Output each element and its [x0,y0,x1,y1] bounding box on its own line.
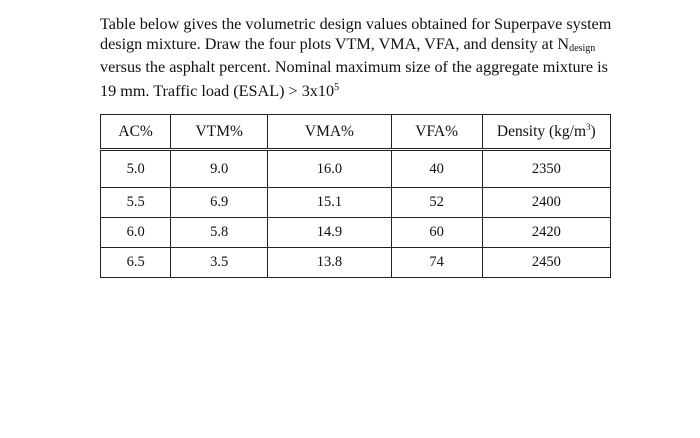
problem-line-4 [100,78,648,102]
header-density-text: Density (kg/m [496,123,587,140]
cell-vma: 16.0 [268,150,391,188]
cell-vma: 13.8 [268,248,391,278]
design-subscript: design [569,42,596,54]
header-vma: VMA% [268,115,391,150]
table-body [101,150,611,278]
table-row [101,188,611,218]
cell-density: 2350 [482,150,610,188]
cell-vfa: 40 [391,150,482,188]
problem-line-4-text: 19 mm. Traffic load (ESAL) > 3x10 [100,81,335,100]
header-vfa: VFA% [391,115,482,150]
cell-vfa: 74 [391,248,482,278]
cell-vtm: 6.9 [171,188,268,218]
header-row [101,115,611,150]
problem-line-3: versus the asphalt percent. Nominal maximum size of the aggregate mixture is [100,58,608,76]
cell-ac: 6.5 [101,248,171,278]
cell-vfa: 60 [391,218,482,248]
cell-vtm: 5.8 [171,218,268,248]
header-density-close: ) [590,123,596,140]
cell-ac: 5.0 [101,150,171,188]
table-row [101,150,611,188]
header-vtm: VTM% [171,115,268,150]
problem-line-2-text: design mixture. Draw the four plots VTM, VMA, VFA, and density at N [100,34,570,53]
problem-statement [100,15,648,101]
cell-ac: 5.5 [101,188,171,218]
problem-line-2 [100,35,648,59]
cell-vtm: 3.5 [171,248,268,278]
cell-density: 2450 [482,248,610,278]
esal-exponent: 5 [334,81,340,93]
table-header [101,115,611,150]
volumetric-design-table [100,114,611,278]
cell-vtm: 9.0 [171,150,268,188]
cell-density: 2420 [482,218,610,248]
cell-ac: 6.0 [101,218,171,248]
header-density [482,115,610,150]
table-row [101,248,611,278]
header-ac: AC% [101,115,171,150]
cell-vfa: 52 [391,188,482,218]
cell-vma: 14.9 [268,218,391,248]
problem-line-1: Table below gives the volumetric design values obtained for Superpave system [100,15,612,33]
header-density-exponent: 3 [586,122,591,132]
table-row [101,218,611,248]
cell-vma: 15.1 [268,188,391,218]
cell-density: 2400 [482,188,610,218]
